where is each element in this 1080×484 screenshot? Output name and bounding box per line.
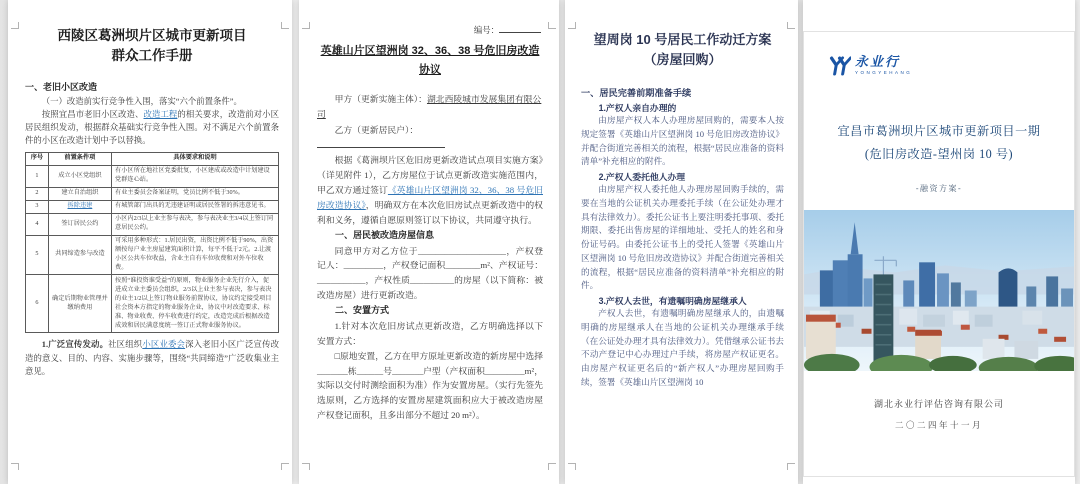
page-margin-mark (787, 463, 795, 470)
party-a-value: 湖北西陵城市发展集团有限公司 (317, 93, 542, 119)
page-margin-mark (568, 22, 576, 29)
page-financing-cover (803, 0, 1075, 484)
company-logo (825, 55, 912, 77)
page-margin-mark (302, 22, 310, 29)
page-margin-mark (302, 463, 310, 470)
cell-no: 2 (26, 187, 49, 200)
agreement-intro (317, 153, 543, 228)
party-b-label: 乙方（更新居民户）： (334, 124, 419, 135)
page-margin-mark (568, 463, 576, 470)
plan-title-line1: 望周岗 10 号居民工作动迁方案 (593, 32, 772, 47)
party-a-label: 甲方（更新实施主体）： (334, 93, 427, 104)
page-margin-mark (787, 22, 795, 29)
agreement-section2-paragraph1: 1.针对本次危旧房试点更新改造，乙方明确选择以下安置方式： (317, 320, 543, 346)
table-row (26, 200, 279, 213)
col-header-item: 前置条件项 (48, 152, 111, 165)
plan-item3-heading: 3.产权人去世，有遗嘱明确房屋继承人 (598, 296, 747, 306)
cell-item: 签订居民公约 (48, 213, 111, 235)
page-margin-mark (11, 22, 19, 29)
page-margin-mark (11, 463, 19, 470)
plan-item2-paragraph: 由房屋产权人委托他人办理房屋回购手续的，需要在当地的公证机关办理委托手续（在公证处办理才具有法律效力）。委托公证书上要注明委托事项、委托期限、委托出售房屋的详细地址、受托人的姓名和身份证号码。由委托公证书上的受托人签署《英雄山片区望洲岗 10 号危旧房改造协议》并配合街道完善相关的流程，根据“居民应准备的资料清单”补充相应的附件。 (581, 184, 784, 291)
cell-no: 6 (26, 275, 49, 333)
agreement-section1-paragraph: 同意甲方对乙方位于____________________，产权登记人：_________，产权登记面积________m²、产权证号：___________，产权性质__________的房屋（以下简称：被改造房屋）进行更新改造。 (317, 245, 543, 301)
text-segment: 深入老旧小区广泛宣传改造的意义、目的、内容、实施步骤等，围绕“共同缔造”广泛收集业主意见。 (25, 340, 280, 376)
plan-item1-heading: 1.产权人亲自办理的 (598, 103, 677, 113)
plan-item1-paragraph: 由房屋产权人本人办理房屋回购的，需要本人按规定签署《英雄山片区望洲岗 10 号危旧房改造协议》并配合街道完善相关的流程，根据“居民应准备的资料清单”补充相应的附件。 (581, 115, 784, 167)
table-row (26, 165, 279, 187)
yongyehang-logo-icon (825, 55, 851, 77)
cover-subtitle: -融资方案- (915, 184, 963, 193)
text-segment: 根据《葛洲坝片区危旧房更新改造试点项目实施方案》（详见附件 1），乙方房屋位于试点更新改造实施范围内，甲乙双方通过签订 (317, 155, 543, 196)
cell-no: 1 (26, 165, 49, 187)
table-row (26, 213, 279, 235)
cell-desc: 按照“谁投资谁受益”的原则，物业服务企业先行介入，促进成立业主委员会组织，2/3以上业主参与表决，参与表决的业主1/2以上签订物业服务前置协议，协议约定接受项目社会资本方指定的物业服务企业，协议中对改造要求、标准、物业收费、停车收费进行约定，改造完成后根据改造成效和居民满意度统一签订正式物业服务协议。 (112, 275, 279, 333)
cover-date: 二〇二四年十一月 (894, 420, 983, 430)
manual-paragraph-1: （一）改造前实行竞争性入围，落实“六个前置条件”。 (41, 96, 242, 106)
cell-item: 确定后期物业管理并缴纳费用 (48, 275, 111, 333)
manual-section-heading: 一、老旧小区改造 (25, 81, 98, 92)
text-segment: 社区组织 (108, 340, 143, 350)
plan-item2-heading: 2.产权人委托他人办理 (598, 172, 686, 182)
plan-section-heading: 一、居民完善前期准备手续 (581, 88, 692, 98)
plan-title-line2: （房屋回购） (643, 51, 722, 67)
cell-item: 建立自治组织 (48, 187, 111, 200)
link-demolish-illegal-build: 拆除违建 (67, 202, 93, 210)
cell-no: 3 (26, 200, 49, 213)
manual-title-line1: 西陵区葛洲坝片区城市更新项目 (57, 28, 247, 43)
agreement-title: 英雄山片区望洲岗 32、36、38 号危旧房改造协议 (320, 45, 540, 76)
text-segment: 按照宜昌市老旧小区改造、 (41, 109, 144, 119)
logo-subtext: YONGYEHANG (855, 70, 913, 76)
party-a-line (317, 92, 543, 122)
col-header-no: 序号 (26, 152, 49, 165)
paragraph-lead: 1.广泛宣传发动。 (41, 340, 109, 350)
logo-name: 永业行 (855, 54, 901, 69)
party-b-blank (317, 139, 445, 148)
table-header-row (26, 152, 279, 165)
agreement-section2-heading: 二、安置方式 (335, 305, 390, 316)
table-row (26, 187, 279, 200)
cell-desc: 有城管部门出具的无违建证明或居民签署的拆违意见书。 (112, 200, 279, 213)
table-row (26, 275, 279, 333)
page-margin-mark (281, 463, 289, 470)
cover-title-line1: 宜昌市葛洲坝片区城市更新项目一期 (837, 124, 1041, 138)
page-relocation-plan (565, 0, 798, 484)
cover-company-name: 湖北永业行评估咨询有限公司 (873, 399, 1004, 409)
link-renovation-project: 改造工程 (143, 109, 178, 119)
manual-paragraph-3 (25, 338, 279, 378)
col-header-desc: 具体要求和说明 (112, 152, 279, 165)
party-b-line (317, 123, 543, 153)
page-manual (8, 0, 292, 484)
doc-number-blank (499, 24, 541, 33)
cell-item: 共同缔造参与改造 (48, 235, 111, 275)
agreement-section1-heading: 一、居民被改造房屋信息 (335, 230, 435, 241)
city-skyline-image (804, 210, 1074, 371)
link-owners-committee: 小区业委会 (142, 340, 186, 350)
cell-no: 4 (26, 213, 49, 235)
page-margin-mark (281, 22, 289, 29)
text-segment: ，明确双方在本次危旧房试点更新改造中的权利和义务，遵循自愿原则签订以下协议，共同遵守执行。 (317, 200, 543, 226)
link-agreement-title: 《英雄山片区望洲岗 32、36、38 号危旧房改造协议》 (317, 185, 543, 211)
manual-paragraph-2 (25, 108, 279, 148)
agreement-section2-paragraph2: □原地安置，乙方在甲方原址更新改造的新房屋中选择_______栋______号_______户型（产权面积_________m²，实际以交付时测绘面积为准）作为安置房屋。（实行先签先选原则，乙方选择的安置房屋建筑面积应大于被改造房屋产权登记面积，且多出部分不超过 20 m²）。 (317, 350, 543, 421)
manual-title-line2: 群众工作手册 (111, 48, 193, 64)
cover-title (803, 120, 1075, 165)
cell-desc: 可采用多种形式：1.居民出资，出资比例不低于90%，出资额按每户业主房屋建筑面积计算，每平不低于2元。2.让渡小区公共车位收益，含业主自有车位收费和对外车位收费。 (112, 235, 279, 275)
cell-desc: 有业主委员会备案证明，党员比例不低于30%。 (112, 187, 279, 200)
page-agreement (299, 0, 559, 484)
page-margin-mark (548, 463, 556, 470)
doc-number-line (317, 24, 541, 38)
table-row (26, 235, 279, 275)
logo-text-block (855, 55, 912, 75)
cell-desc: 小区内2/3以上业主参与表决，参与表决业主3/4以上签订同意居民公约。 (112, 213, 279, 235)
cell-item: 成立小区党组织 (48, 165, 111, 187)
cell-desc: 有小区所在地社区党委批复，小区建成或改造中计划建设党群连心站。 (112, 165, 279, 187)
plan-title (581, 30, 784, 69)
cell-item (48, 200, 111, 213)
text-segment: 的相关要求，改造前对小区居民组织发动，根据群众基础实行竞争性入围。对不满足六个前置条件的小区在改造计划中予以替换。 (25, 109, 280, 146)
doc-number-label: 编号： (473, 26, 499, 35)
cell-no: 5 (26, 235, 49, 275)
page-margin-mark (548, 22, 556, 29)
plan-item3-paragraph: 产权人去世，有遗嘱明确房屋继承人的，由遗嘱明确的房屋继承人在当地的公证机关办理继承手续（在公证处办理才具有法律效力）。凭借继承公证书去不动产登记中心办理过户手续，将房屋产权证更名。由房屋产权证更名后的“新产权人”办理房屋回购手续，签署《英雄山片区望洲岗 10 (581, 308, 784, 387)
manual-title (25, 26, 279, 67)
precondition-table (25, 152, 279, 334)
cover-title-line2: (危旧房改造-望州岗 10 号) (864, 146, 1014, 161)
